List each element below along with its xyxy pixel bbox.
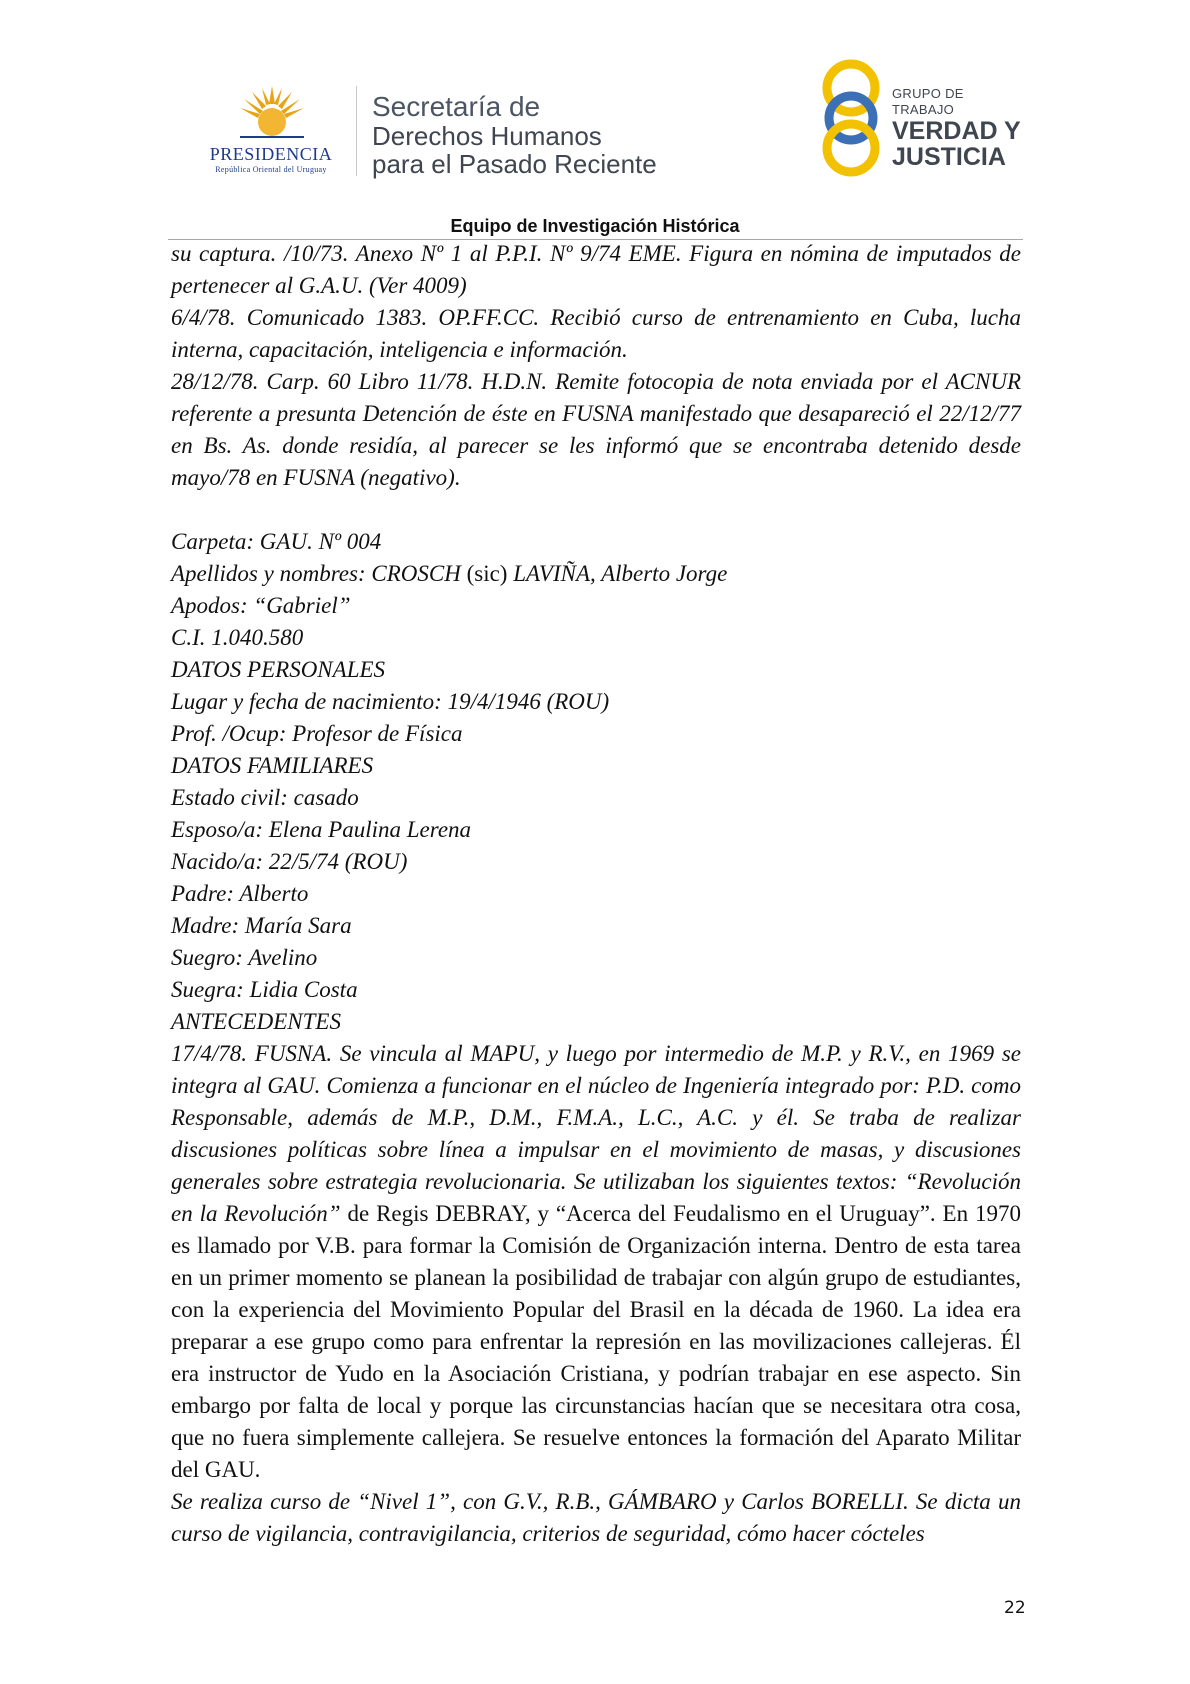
presidencia-subtitle: República Oriental del Uruguay bbox=[215, 165, 327, 174]
field-esposo: Esposo/a: Elena Paulina Lerena bbox=[171, 817, 472, 842]
apellidos-sic: (sic) bbox=[466, 561, 508, 586]
field-apellidos bbox=[171, 558, 1021, 590]
secretaria-line3: para el Pasado Reciente bbox=[372, 149, 657, 179]
paragraph-antecedentes-1 bbox=[171, 1038, 1021, 1486]
field-profesion: Prof. /Ocup: Profesor de Física bbox=[171, 721, 463, 746]
header-divider bbox=[356, 86, 357, 176]
sun-emblem-icon bbox=[236, 84, 308, 144]
field-apodos: Apodos: “Gabriel” bbox=[171, 593, 351, 618]
field-carpeta: Carpeta: GAU. Nº 004 bbox=[171, 529, 382, 554]
section-antecedentes: ANTECEDENTES bbox=[171, 1009, 341, 1034]
page-number: 22 bbox=[1004, 1598, 1026, 1618]
secretaria-line2: Derechos Humanos bbox=[372, 121, 602, 151]
secretaria-logo-text bbox=[372, 92, 657, 178]
apellidos-part1: Apellidos y nombres: CROSCH bbox=[171, 561, 467, 586]
field-suegra: Suegra: Lidia Costa bbox=[171, 977, 358, 1002]
field-lugar-nacimiento: Lugar y fecha de nacimiento: 19/4/1946 (ROU) bbox=[171, 689, 610, 714]
presidencia-logo bbox=[196, 84, 346, 176]
field-madre: Madre: María Sara bbox=[171, 913, 352, 938]
gtvj-text bbox=[892, 86, 1028, 170]
paragraph-comunicado: 6/4/78. Comunicado 1383. OP.FF.CC. Recibió curso de entrenamiento en Cuba, lucha interna, capacitación, inteligencia e información. bbox=[171, 305, 1021, 362]
field-suegro: Suegro: Avelino bbox=[171, 945, 318, 970]
paragraph-carpeta-60: 28/12/78. Carp. 60 Libro 11/78. H.D.N. Remite fotocopia de nota enviada por el ACNUR referente a presunta Detención de éste en FUSNA manifestado que desapareció el 22/12/77 en Bs. As. donde residía, al parecer se les informó que se encontraba detenido desde mayo/78 en FUSNA (negativo). bbox=[171, 369, 1021, 490]
antecedentes-1-part2: de Regis DEBRAY, y “Acerca del Feudalismo en el Uruguay”. En 1970 es llamado por V.B. para formar la Comisión de Organización interna. Dentro de esta tarea en un primer momento se planean la posibilidad de trabajar con algún grupo de estudiantes, con la experiencia del Movimiento Popular del Brasil en la década de 1960. La idea era preparar a ese grupo como para enfrentar la represión en las movilizaciones callejeras. Él era instructor de Yudo en la Asociación Cristiana, y podrían trabajar en ese aspecto. Sin embargo por falta de local y porque las circunstancias hacían que se necesitara otra cosa, que no fuera simplemente callejera. Se resuelve entonces la formación del Aparato Militar del GAU. bbox=[171, 1201, 1021, 1482]
gtvj-logo bbox=[818, 56, 1028, 180]
antecedentes-1-part1: 17/4/78. FUSNA. Se vincula al MAPU, y luego por intermedio de M.P. y R.V., en 1969 se integra al GAU. Comienza a funcionar en el núcleo de Ingeniería integrado por: P.D. como Responsable, además de M.P., D.M., F.M.A., L.C., A.C. y él. Se traba de realizar discusiones políticas sobre línea a impulsar en el movimiento de masas, y discusiones generales sobre estrategia revolucionaria. Se utilizaban los siguientes textos: “Revolución en la Revolución” bbox=[171, 1041, 1021, 1226]
field-nacido: Nacido/a: 22/5/74 (ROU) bbox=[171, 849, 408, 874]
gtvj-line1: GRUPO DE TRABAJO bbox=[892, 86, 964, 117]
paragraph-gap bbox=[171, 494, 1021, 526]
section-datos-familiares: DATOS FAMILIARES bbox=[171, 753, 374, 778]
paragraph-captura: su captura. /10/73. Anexo Nº 1 al P.P.I. Nº 9/74 EME. Figura en nómina de imputados de pertenecer al G.A.U. (Ver 4009) bbox=[171, 241, 1021, 298]
section-datos-personales: DATOS PERSONALES bbox=[171, 657, 386, 682]
running-header: Equipo de Investigación Histórica bbox=[450, 216, 740, 236]
secretaria-line1: Secretaría de bbox=[372, 91, 541, 122]
presidencia-title: PRESIDENCIA bbox=[209, 144, 333, 164]
apellidos-part2: LAVIÑA, Alberto Jorge bbox=[507, 561, 728, 586]
interlocking-rings-icon bbox=[818, 56, 888, 180]
field-estado-civil: Estado civil: casado bbox=[171, 785, 359, 810]
gtvj-line2: VERDAD Y bbox=[892, 117, 1021, 145]
field-ci: C.I. 1.040.580 bbox=[171, 625, 304, 650]
gtvj-line3: JUSTICIA bbox=[892, 143, 1006, 171]
paragraph-antecedentes-2: Se realiza curso de “Nivel 1”, con G.V., R.B., GÁMBARO y Carlos BORELLI. Se dicta un curso de vigilancia, contravigilancia, criterios de seguridad, cómo hacer cócteles bbox=[171, 1489, 1021, 1546]
document-body bbox=[171, 238, 1021, 1550]
field-padre: Padre: Alberto bbox=[171, 881, 309, 906]
